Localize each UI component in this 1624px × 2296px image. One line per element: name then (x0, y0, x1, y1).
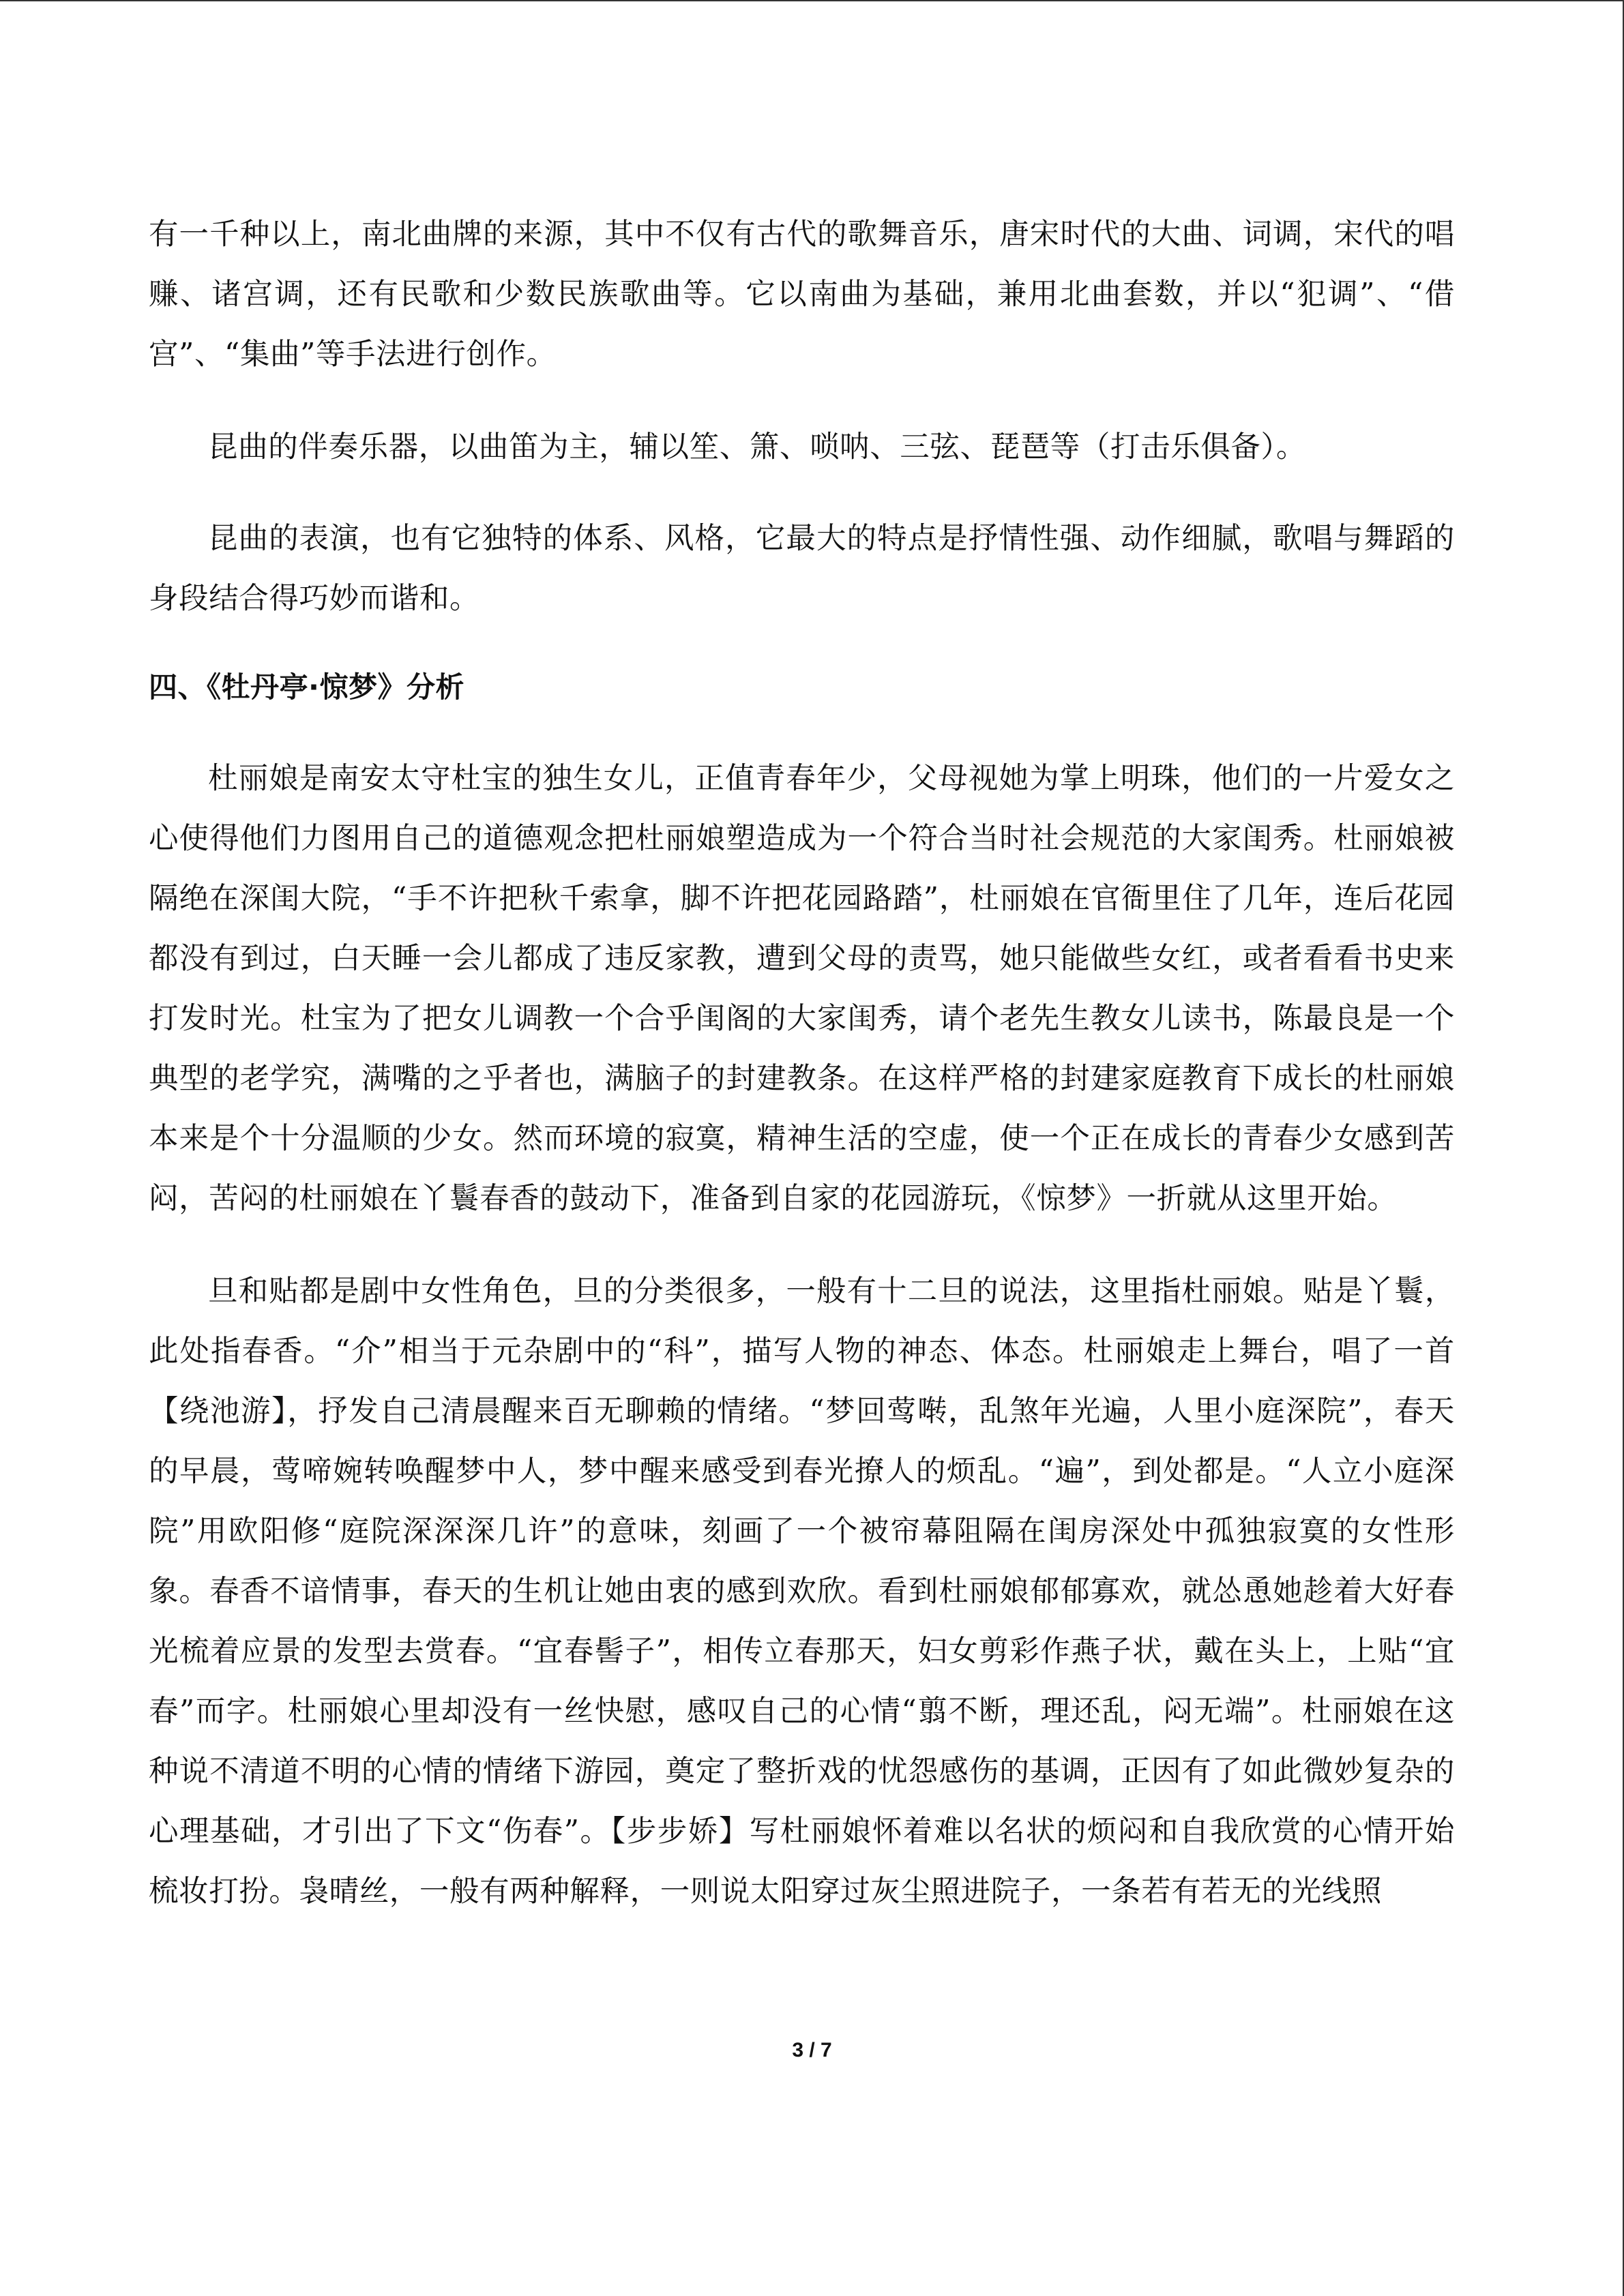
document-body (149, 205, 1455, 1922)
paragraph-du-liniang-background: 杜丽娘是南安太守杜宝的独生女儿，正值青春年少，父母视她为掌上明珠，他们的一片爱女之心使得他们力图用自己的道德观念把杜丽娘塑造成为一个符合当时社会规范的大家闺秀。杜丽娘被隔绝在深闺大院，“手不许把秋千索拿，脚不许把花园路踏”，杜丽娘在官衙里住了几年，连后花园都没有到过，白天睡一会儿都成了违反家教，遭到父母的责骂，她只能做些女红，或者看看书史来打发时光。杜宝为了把女儿调教一个合乎闺阁的大家闺秀，请个老先生教女儿读书，陈最良是一个典型的老学究，满嘴的之乎者也，满脑子的封建教条。在这样严格的封建家庭教育下成长的杜丽娘本来是个十分温顺的少女。然而环境的寂寞，精神生活的空虚，使一个正在成长的青春少女感到苦闷，苦闷的杜丽娘在丫鬟春香的鼓动下，准备到自家的花园游玩，《惊梦》一折就从这里开始。 (149, 762, 1455, 1216)
paragraph-scene-analysis: 旦和贴都是剧中女性角色，旦的分类很多，一般有十二旦的说法，这里指杜丽娘。贴是丫鬟，此处指春香。“介”相当于元杂剧中的“科”，描写人物的神态、体态。杜丽娘走上舞台，唱了一首【绕池游】，抒发自己清晨醒来百无聊赖的情绪。“梦回莺啭，乱煞年光遍，人里小庭深院”，春天的早晨，莺啼婉转唤醒梦中人，梦中醒来感受到春光撩人的烦乱。“遍”，到处都是。“人立小庭深院”用欧阳修“庭院深深深几许”的意味，刻画了一个被帘幕阻隔在闺房深处中孤独寂寞的女性形象。春香不谙情事，春天的生机让她由衷的感到欢欣。看到杜丽娘郁郁寡欢，就怂恿她趁着大好春光梳着应景的发型去赏春。“宜春髻子”，相传立春那天，妇女剪彩作燕子状，戴在头上，上贴“宜春”而字。杜丽娘心里却没有一丝快慰，感叹自己的心情“翦不断，理还乱，闷无端”。杜丽娘在这种说不清道不明的心情的情绪下游园，奠定了整折戏的忧怨感伤的基调，正因有了如此微妙复杂的心理基础，才引出了下文“伤春”。【步步娇】写杜丽娘怀着难以名状的烦闷和自我欣赏的心情开始梳妆打扮。袅晴丝，一般有两种解释，一则说太阳穿过灰尘照进院子，一条若有若无的光线照 (149, 1274, 1455, 1909)
page-number: 3 / 7 (792, 2039, 832, 2061)
paragraph-instruments: 昆曲的伴奏乐器，以曲笛为主，辅以笙、箫、唢呐、三弦、琵琶等（打击乐俱备）。 (208, 430, 1306, 464)
paragraph-qupai-origins: 有一千种以上，南北曲牌的来源，其中不仅有古代的歌舞音乐，唐宋时代的大曲、词调，宋代的唱赚、诸宫调，还有民歌和少数民族歌曲等。它以南曲为基础，兼用北曲套数，并以“犯调”、“借宫”、“集曲”等手法进行创作。 (149, 218, 1455, 372)
section-heading: 四、《牡丹亭·惊梦》分析 (149, 670, 464, 704)
paragraph-performance: 昆曲的表演，也有它独特的体系、风格，它最大的特点是抒情性强、动作细腻，歌唱与舞蹈的身段结合得巧妙而谐和。 (149, 522, 1455, 616)
